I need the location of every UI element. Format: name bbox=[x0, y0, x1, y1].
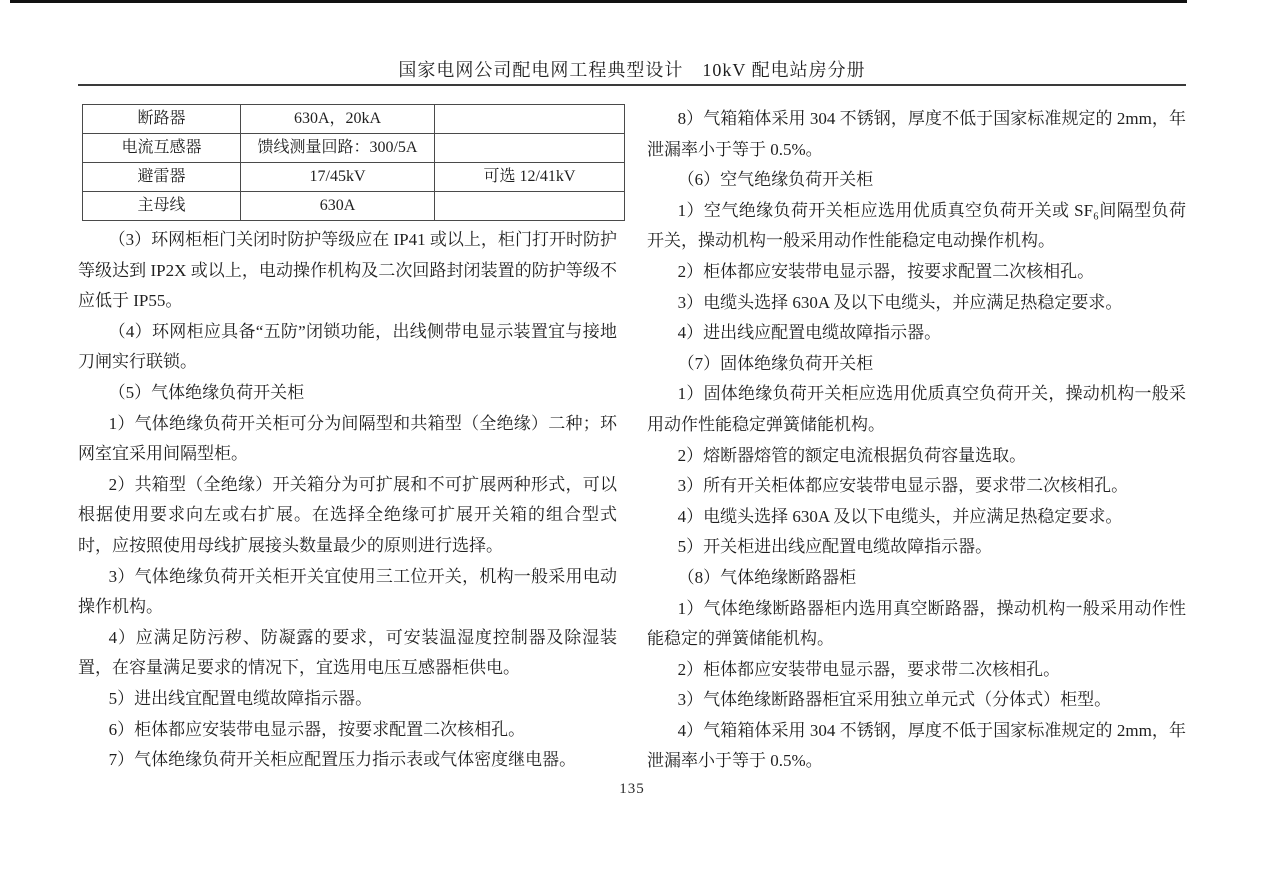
paragraph: 8）气箱箱体采用 304 不锈钢，厚度不低于国家标准规定的 2mm，年泄漏率小于等于 0.5%。 bbox=[647, 109, 1186, 159]
table-row bbox=[83, 105, 625, 134]
right-column bbox=[647, 104, 1186, 777]
paragraph: 2）柜体都应安装带电显示器，要求带二次核相孔。 bbox=[677, 659, 1061, 679]
table-cell-value: 馈线测量回路：300/5A bbox=[241, 134, 435, 163]
paragraph: （6）空气绝缘负荷开关柜 bbox=[677, 170, 874, 190]
paragraph: 7）气体绝缘负荷开关柜应配置压力指示表或气体密度继电器。 bbox=[108, 750, 577, 770]
paragraph: 2）熔断器熔管的额定电流根据负荷容量选取。 bbox=[677, 445, 1027, 465]
paragraph: 3）气体绝缘负荷开关柜开关宜使用三工位开关，机构一般采用电动操作机构。 bbox=[78, 566, 617, 617]
paragraph: 4）应满足防污秽、防凝露的要求，可安装温湿度控制器及除湿装置，在容量满足要求的情况下，宜选用电压互感器柜供电。 bbox=[78, 627, 617, 678]
right-column-paragraphs bbox=[647, 104, 1186, 777]
paragraph: 3）气体绝缘断路器柜宜采用独立单元式（分体式）柜型。 bbox=[677, 690, 1112, 710]
page-top-edge-line bbox=[10, 0, 1187, 3]
left-column bbox=[78, 104, 617, 777]
paragraph: 1）气体绝缘断路器柜内选用真空断路器，操动机构一般采用动作性能稳定的弹簧储能机构。 bbox=[647, 598, 1186, 649]
paragraph: （5）气体绝缘负荷开关柜 bbox=[108, 382, 305, 402]
table-cell-value: 630A bbox=[241, 192, 435, 221]
page-header-title: 国家电网公司配电网工程典型设计 10kV 配电站房分册 bbox=[398, 60, 866, 80]
table-row bbox=[83, 134, 625, 163]
paragraph: （3）环网柜柜门关闭时防护等级应在 IP41 或以上，柜门打开时防护等级达到 IP2X 或以上，电动操作机构及二次回路封闭装置的防护等级不应低于 IP55。 bbox=[78, 230, 617, 311]
table-cell-label: 主母线 bbox=[83, 192, 241, 221]
paragraph: 2）柜体都应安装带电显示器，按要求配置二次核相孔。 bbox=[677, 261, 1095, 281]
spec-table-rows bbox=[83, 105, 625, 221]
table-cell-label: 电流互感器 bbox=[83, 134, 241, 163]
paragraph: 4）气箱箱体采用 304 不锈钢，厚度不低于国家标准规定的 2mm，年泄漏率小于等于 0.5%。 bbox=[647, 720, 1186, 771]
table-cell-note: 可选 12/41kV bbox=[435, 163, 625, 192]
paragraph: 2）共箱型（全绝缘）开关箱分为可扩展和不可扩展两种形式，可以根据使用要求向左或右扩展。在选择全绝缘可扩展开关箱的组合型式时，应按照使用母线扩展接头数量最少的原则进行选择。 bbox=[78, 474, 617, 555]
left-column-paragraphs bbox=[78, 225, 617, 776]
paragraph: 1）空气绝缘负荷开关柜应选用优质真空负荷开关或 SF₆间隔型负荷开关，操动机构一般采用动作性能稳定电动操作机构。 bbox=[647, 200, 1186, 251]
paragraph: 6）柜体都应安装带电显示器，按要求配置二次核相孔。 bbox=[108, 719, 526, 739]
paragraph: 3）所有开关柜体都应安装带电显示器，要求带二次核相孔。 bbox=[677, 476, 1129, 496]
paragraph: （4）环网柜应具备“五防”闭锁功能，出线侧带电显示装置宜与接地刀闸实行联锁。 bbox=[78, 321, 617, 372]
table-cell-note bbox=[435, 105, 625, 134]
table-cell-note bbox=[435, 134, 625, 163]
page-number: 135 bbox=[619, 781, 645, 797]
table-row bbox=[83, 192, 625, 221]
table-cell-label: 断路器 bbox=[83, 105, 241, 134]
paragraph: 4）电缆头选择 630A 及以下电缆头，并应满足热稳定要求。 bbox=[677, 506, 1123, 526]
paragraph: 5）进出线宜配置电缆故障指示器。 bbox=[108, 688, 373, 708]
table-row bbox=[83, 163, 625, 192]
table-cell-label: 避雷器 bbox=[83, 163, 241, 192]
document-body bbox=[78, 104, 1186, 777]
table-cell-value: 630A，20kA bbox=[241, 105, 435, 134]
header-divider-rule bbox=[78, 84, 1186, 86]
paragraph: （8）气体绝缘断路器柜 bbox=[677, 567, 857, 587]
equipment-spec-table bbox=[82, 104, 625, 221]
paragraph: （7）固体绝缘负荷开关柜 bbox=[677, 353, 874, 373]
table-cell-note bbox=[435, 192, 625, 221]
paragraph: 3）电缆头选择 630A 及以下电缆头，并应满足热稳定要求。 bbox=[677, 292, 1123, 312]
paragraph: 5）开关柜进出线应配置电缆故障指示器。 bbox=[677, 537, 993, 557]
paragraph: 4）进出线应配置电缆故障指示器。 bbox=[677, 323, 942, 343]
paragraph: 1）气体绝缘负荷开关柜可分为间隔型和共箱型（全绝缘）二种；环网室宜采用间隔型柜。 bbox=[78, 413, 617, 464]
table-cell-value: 17/45kV bbox=[241, 163, 435, 192]
paragraph: 1）固体绝缘负荷开关柜应选用优质真空负荷开关，操动机构一般采用动作性能稳定弹簧储能机构。 bbox=[647, 384, 1186, 434]
